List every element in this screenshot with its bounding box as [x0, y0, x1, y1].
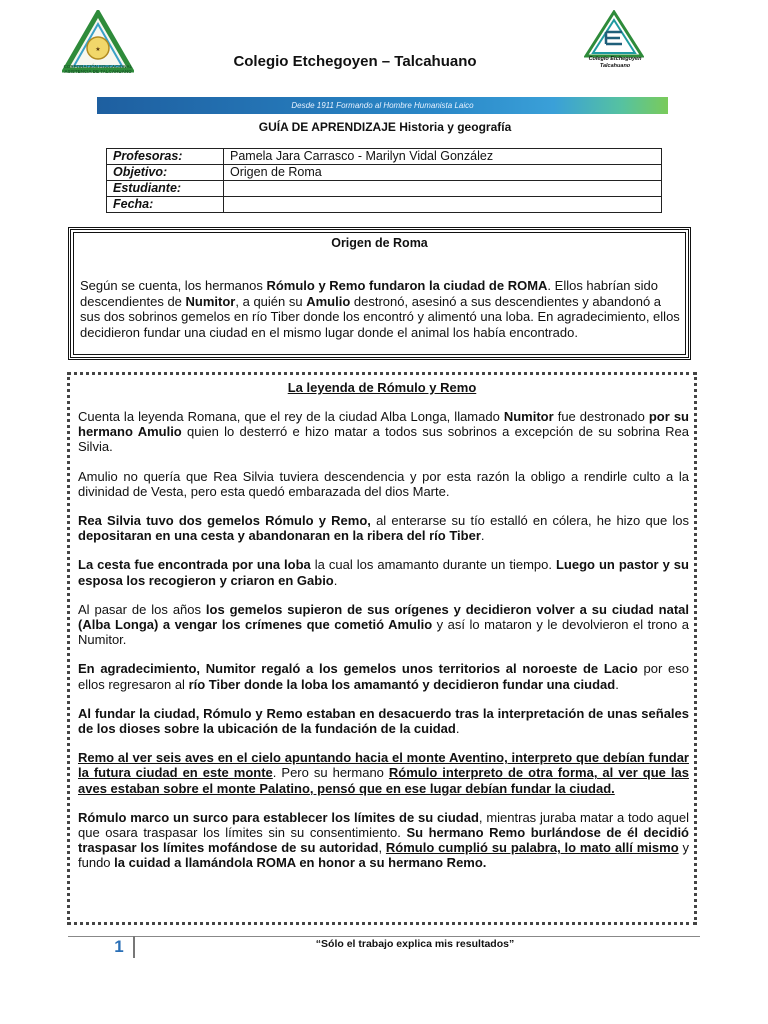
bold-run: En agradecimiento, Numitor regaló a los gemelos unos territorios al noroeste de Lacio [78, 661, 638, 677]
text-run: por eso ellos regresaron al [78, 661, 689, 692]
guide-title: GUÍA DE APRENDIZAJE Historia y geografía [258, 120, 512, 134]
label-profesoras: Profesoras: [107, 149, 224, 165]
bold-run: Rea Silvia tuvo dos gemelos Rómulo y Remo, [78, 513, 371, 529]
bold-run: Numitor [185, 293, 236, 309]
bold-run: río Tiber donde la loba los amamantó y decidieron fundar una ciudad [188, 676, 616, 692]
text-run: . Pero su hermano [272, 765, 389, 781]
footer-motto: “Sólo el trabajo explica mis resultados” [315, 938, 515, 950]
bold-run: Luego un pastor y su esposa los recogieron y criaron en Gabio [78, 557, 689, 588]
value-objetivo: Origen de Roma [224, 165, 662, 181]
text-run: y así lo mataron y le devolvieron el trono a Numitor. [78, 617, 689, 648]
footer-divider [68, 936, 700, 937]
text-run: . [480, 528, 485, 544]
text-run: fue destronado [553, 409, 649, 424]
origin-title: Origen de Roma [331, 236, 428, 250]
legend-paragraph-1 [78, 409, 689, 455]
bold-run: Rómulo y Remo fundaron la ciudad de ROMA [266, 278, 548, 293]
bold-run: Rómulo marco un surco para establecer los límites de su ciudad [78, 809, 479, 825]
bold-run: los gemelos supieron de sus orígenes y decidieron volver a su ciudad natal (Alba Longa) a vengar los crímenes que cometió Amulio [78, 601, 689, 633]
origin-paragraph [80, 278, 680, 340]
text-run: destronó, asesinó a sus descendientes y abandonó a sus dos sobrinos gemelos en río Tiber donde los encontró y alimentó una loba. En agradecimiento, ellos decidieron fundar una ciudad en el mismo lugar donde el animal los había encontrado. [80, 293, 680, 340]
text-run: , mientras juraba matar a todo aquel que osara traspasar los límites sin su consentimiento. [78, 809, 689, 841]
legend-paragraph-4 [78, 557, 689, 587]
right-logo-caption [570, 56, 660, 70]
banner-text: Desde 1911 Formando al Hombre Humanista Laico [291, 101, 474, 110]
label-objetivo: Objetivo: [107, 165, 224, 181]
label-fecha: Fecha: [107, 197, 224, 213]
text-run: . [615, 676, 619, 692]
value-estudiante [224, 181, 662, 197]
legend-paragraph-6 [78, 661, 689, 691]
text-run: Al pasar de los años [78, 601, 206, 617]
legend-body [78, 409, 689, 885]
bold-underlined-run: Rómulo cumplió su palabra, lo mato allí mismo [385, 840, 679, 856]
legend-paragraph-3 [78, 513, 689, 543]
text-run: , a quién su [235, 293, 307, 309]
text-run: Según se cuenta, los hermanos [80, 278, 267, 293]
right-logo-caption-city: Talcahuano [599, 63, 631, 69]
text-run: Cuenta la leyenda Romana, que el rey de la ciudad Alba Longa, llamado [78, 409, 504, 424]
legend-paragraph-8 [78, 750, 689, 796]
table-row [107, 197, 662, 213]
legend-paragraph-7 [78, 706, 689, 736]
table-row [107, 181, 662, 197]
info-table [106, 148, 662, 213]
table-row [107, 149, 662, 165]
legend-paragraph-2: Amulio no quería que Rea Silvia tuviera descendencia y por esta razón la obligo a rendirle culto a la divinidad de Vesta, pero esta quedó embarazada del dios Marte. [78, 468, 689, 499]
page-number-divider [133, 936, 135, 958]
bold-run: Amulio [306, 293, 351, 309]
school-logo-right [584, 10, 644, 58]
bold-run: por su hermano Amulio [78, 409, 689, 440]
motto-banner [97, 97, 668, 114]
bold-underlined-run: Remo al ver seis aves en el cielo apuntando hacia el monte Aventino, interpreto que debían fundar la futura ciudad en este monte [78, 750, 689, 781]
bold-underlined-run: Rómulo interpreto de otra forma, al ver que las aves estaban sobre el monte Palatino, pensó que en ese lugar debían fundar la ciudad. [78, 765, 689, 796]
right-logo-caption-school: Colegio Etchegoyen [588, 56, 642, 62]
bold-run: Numitor [503, 409, 554, 424]
text-run: . [333, 572, 338, 588]
svg-text:★: ★ [95, 46, 101, 53]
bold-run: Al fundar la ciudad, Rómulo y Remo estaban en desacuerdo tras la interpretación de unas señales de los dioses sobre la ubicación de la fundación de la cuidad [78, 705, 689, 737]
text-run: la cual los amamanto durante un tiempo. [310, 557, 556, 573]
legend-section [67, 372, 697, 925]
legend-paragraph-9 [78, 810, 689, 871]
bold-run: depositaran en una cesta y abandonaran en la ribera del río Tiber [78, 528, 481, 544]
legend-paragraph-5 [78, 602, 689, 648]
text-run: quien lo desterró e hizo matar a todos sus sobrinos a excepción de su sobrina Rea Silvia. [78, 424, 689, 455]
text-run: al enterarse su tío estalló en cólera, he hizo que los [370, 513, 690, 529]
page-number: 1 [114, 937, 124, 956]
bold-run: la cuidad a llamándola ROMA en honor a su hermano Remo. [114, 855, 487, 871]
left-logo-caption: CORPORACIÓN EDUCACIONAL ASISTENCIA DE TALCAHUANO [63, 64, 133, 74]
school-title: Colegio Etchegoyen – Talcahuano [233, 53, 477, 70]
label-estudiante: Estudiante: [107, 181, 224, 197]
text-run: , [378, 840, 386, 856]
text-run: . Ellos habrían sido descendientes de [80, 278, 658, 309]
bold-run: La cesta fue encontrada por una loba [78, 557, 311, 573]
table-row [107, 165, 662, 181]
origin-section [68, 227, 691, 360]
text-run: y fundo [78, 840, 689, 871]
value-profesoras: Pamela Jara Carrasco - Marilyn Vidal González [224, 149, 662, 165]
text-run: . [455, 721, 460, 737]
value-fecha [224, 197, 662, 213]
legend-title: La leyenda de Rómulo y Remo [287, 380, 477, 395]
bold-run: Su hermano Remo burlándose de él decidió traspasar los límites mofándose de su autoridad [78, 825, 689, 856]
